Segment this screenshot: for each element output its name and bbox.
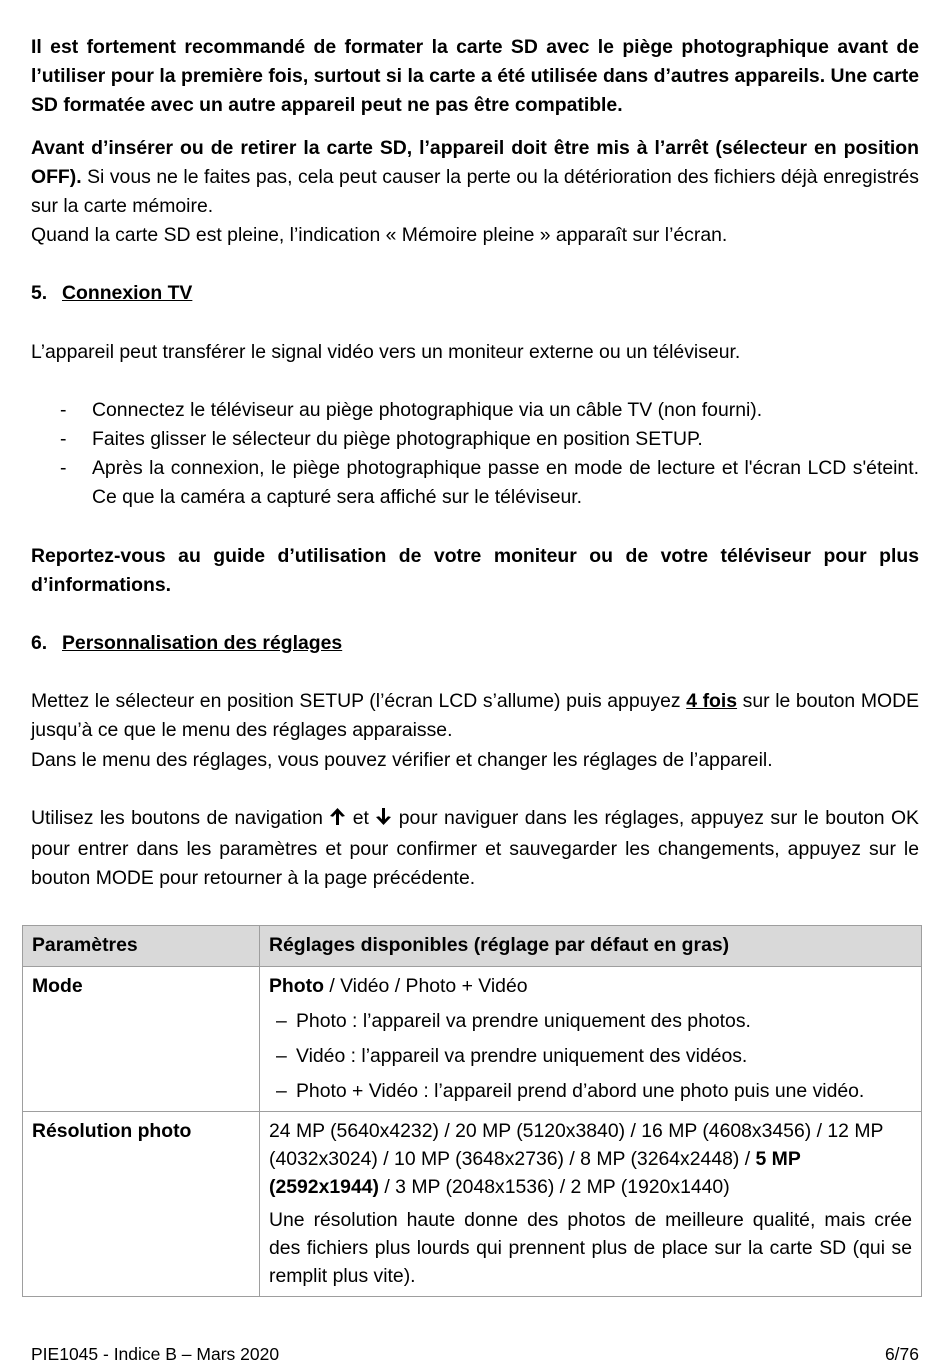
section-5-number: 5. xyxy=(31,282,48,305)
text-run: Mettez le sélecteur en position SETUP (l’écran LCD s’allume) puis appuyez xyxy=(31,690,687,713)
option-text: Photo : l’appareil va prendre uniquement des photos. xyxy=(296,1010,751,1032)
section-6-heading xyxy=(31,629,919,658)
table-row xyxy=(23,1112,922,1297)
option-text: Vidéo : l’appareil va prendre uniquement des vidéos. xyxy=(296,1045,748,1067)
resolution-options: / 3 MP (2048x1536) / 2 MP (1920x1440) xyxy=(378,1176,730,1198)
document-reference: PIE1045 - Indice B – Mars 2020 xyxy=(31,1344,280,1364)
section-5-title: Connexion TV xyxy=(62,282,193,305)
option-item xyxy=(269,1042,912,1070)
list-item xyxy=(31,425,919,454)
default-value: Photo xyxy=(269,975,324,997)
other-values: / Vidéo / Photo + Vidéo xyxy=(323,975,528,997)
section-6-number: 6. xyxy=(31,632,48,655)
settings-table xyxy=(22,925,922,1297)
list-item xyxy=(31,396,919,425)
text-run: sur le bouton MODE jusqu’à ce que le menu des réglages apparaisse. xyxy=(31,690,919,742)
bullet-marker: - xyxy=(60,428,67,451)
format-warning-paragraph: Il est fortement recommandé de formater la carte SD avec le piège photographique avant de l’utiliser pour la première fois, surtout si la carte a été utilisée dans d’autres appareils. Une carte SD formatée avec un autre appareil peut ne pas être compatible. xyxy=(31,36,919,117)
arrow-down-icon xyxy=(375,806,392,835)
parameter-name: Mode xyxy=(23,967,260,1112)
page-number: 6/76 xyxy=(884,1344,919,1364)
option-item xyxy=(269,1007,912,1035)
sd-card-insert-paragraph xyxy=(31,134,919,222)
memory-full-paragraph: Quand la carte SD est pleine, l’indication « Mémoire pleine » apparaît sur l’écran. xyxy=(31,224,728,247)
resolution-options: 24 MP (5640x4232) / 20 MP (5120x3840) / 16 MP (4608x3456) / 12 MP (4032x3024) / 10 MP (3648x2736) / 8 MP (3264x2448) / xyxy=(269,1120,884,1170)
section-5-note: Reportez-vous au guide d’utilisation de votre moniteur ou de votre téléviseur pour plus d’informations. xyxy=(31,544,919,596)
bullet-marker: - xyxy=(60,398,67,421)
text-run: pour naviguer dans les réglages, appuyez sur le bouton OK pour entrer dans les paramètres et pour confirmer et sauvegarder les changements, appuyez sur le bouton MODE pour retourner à la page précédente. xyxy=(31,806,919,890)
option-item xyxy=(269,1077,912,1105)
section-6-title: Personnalisation des réglages xyxy=(62,632,343,655)
dash-marker: – xyxy=(276,1045,287,1067)
arrow-up-icon xyxy=(329,806,346,835)
list-item-text: Après la connexion, le piège photographique passe en mode de lecture et l'écran LCD s'éteint. Ce que la caméra a capturé sera affiché sur le téléviseur. xyxy=(92,457,919,509)
mode-values xyxy=(269,972,912,1000)
dash-marker: – xyxy=(276,1010,287,1032)
parameter-name: Résolution photo xyxy=(23,1112,260,1297)
table-header-row xyxy=(23,926,922,967)
section-6-paragraph-3 xyxy=(31,804,919,894)
press-count: 4 fois xyxy=(686,690,738,713)
sd-card-insert-warning: Avant d’insérer ou de retirer la carte SD, l’appareil doit être mis à l’arrêt (sélecteur en position OFF). xyxy=(31,136,919,188)
text-run: Utilisez les boutons de navigation xyxy=(31,806,330,829)
table-row xyxy=(23,967,922,1112)
section-5-heading xyxy=(31,279,919,308)
list-item-text: Faites glisser le sélecteur du piège photographique en position SETUP. xyxy=(92,428,703,451)
bullet-marker: - xyxy=(60,457,67,480)
resolution-values xyxy=(269,1117,912,1201)
option-text: Photo + Vidéo : l’appareil prend d’abord une photo puis une vidéo. xyxy=(296,1080,865,1102)
parameter-values xyxy=(260,1112,922,1297)
section-5-intro: L’appareil peut transférer le signal vidéo vers un moniteur externe ou un téléviseur. xyxy=(31,340,741,363)
tv-connection-steps xyxy=(31,396,919,513)
resolution-note: Une résolution haute donne des photos de meilleure qualité, mais crée des fichiers plus lourds qui prennent plus de place sur la carte SD (qui se remplit plus vite). xyxy=(269,1209,912,1287)
default-value: 5 MP (2592x1944) xyxy=(269,1148,801,1198)
text-run: et xyxy=(346,806,376,829)
page-content xyxy=(31,33,919,893)
section-6-paragraph-2: Dans le menu des réglages, vous pouvez vérifier et changer les réglages de l’appareil. xyxy=(31,748,773,771)
list-item xyxy=(31,454,919,512)
section-6-paragraph-1 xyxy=(31,687,919,745)
dash-marker: – xyxy=(276,1080,287,1102)
list-item-text: Connectez le téléviseur au piège photographique via un câble TV (non fourni). xyxy=(92,398,763,421)
parameter-values xyxy=(260,967,922,1112)
sd-card-insert-detail: Si vous ne le faites pas, cela peut causer la perte ou la détérioration des fichiers déjà enregistrés sur la carte mémoire. xyxy=(31,165,919,218)
column-header-available-settings: Réglages disponibles (réglage par défaut en gras) xyxy=(260,926,922,967)
column-header-parameters: Paramètres xyxy=(23,926,260,967)
